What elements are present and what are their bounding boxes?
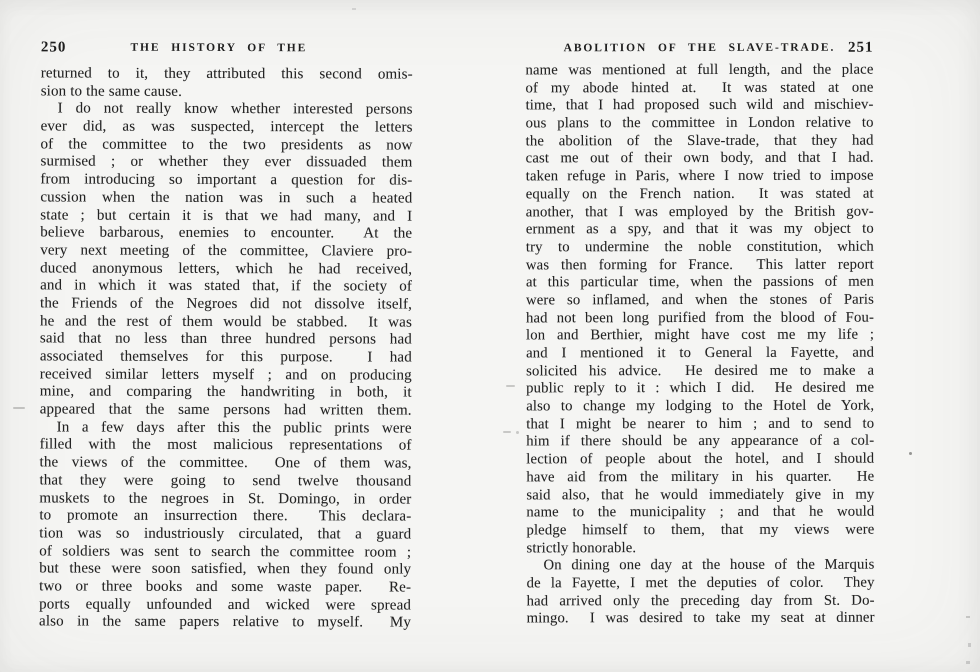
scan-speck <box>966 616 970 618</box>
text-line: mingo. I was desired to take my seat at dinner <box>526 609 875 627</box>
text-line: name was mentioned at full length, and the place <box>525 61 874 79</box>
text-line: the Friends of the Negroes did not dissolve itself, <box>40 295 413 313</box>
text-line: and I mentioned it to General la Fayette, and <box>526 344 875 362</box>
text-line: name to the municipality ; and that he would <box>526 503 875 521</box>
text-line: also in the same papers relative to myself. My <box>39 613 412 631</box>
text-line: ernment as a spy, and that it was my object to <box>525 220 874 238</box>
text-line: had arrived only the preceding day from St. Do- <box>526 592 875 609</box>
text-line: appeared that the same persons had written them. <box>39 401 412 419</box>
text-line: cussion when the nation was in such a heated <box>40 189 413 207</box>
text-line: very next meeting of the committee, Claviere pro- <box>40 242 413 260</box>
text-line: sion to the same cause. <box>40 83 183 100</box>
text-line: and in which it was stated that, if the society of <box>40 277 413 295</box>
text-line: said that no less than three hundred persons had <box>39 330 412 348</box>
text-line: On dining one day at the house of the Marquis <box>543 556 875 574</box>
text-line: try to undermine the noble constitution, which <box>525 238 874 256</box>
page-number-right: 251 <box>847 39 874 56</box>
scan-speck <box>516 431 519 434</box>
text-line: de la Fayette, I met the deputies of color. They <box>526 574 875 592</box>
text-line: him if there should be any appearance of a col- <box>526 433 875 450</box>
text-line: In a few days after this the public prints were <box>56 419 412 437</box>
page-left-header <box>41 39 413 54</box>
text-line: tion was so industriously circulated, that a guard <box>39 525 412 543</box>
text-line: of my abode hinted at. It was stated at one <box>525 79 874 97</box>
text-line: filled with the most malicious representations of <box>39 436 412 455</box>
text-line: taken refuge in Paris, where I now tried to impose <box>525 167 874 185</box>
text-line: have aid from the military in his quarter. He <box>526 468 875 486</box>
text-line: time, that I had proposed such wild and mischiev- <box>525 97 874 114</box>
text-line: the views of the committee. One of them was, <box>39 454 412 472</box>
page-right <box>525 0 874 628</box>
page-number-left: 250 <box>40 39 67 56</box>
text-line: that I might be nearer to him ; and to send to <box>526 415 875 433</box>
text-line: were so inflamed, and when the stones of Paris <box>525 291 874 309</box>
text-line: mine, and comparing the handwriting in both, it <box>39 383 412 401</box>
text-line: from introducing so important a question for dis- <box>40 171 413 189</box>
text-line: lection of people about the hotel, and I should <box>526 450 875 468</box>
text-line: another, that I was employed by the British gov- <box>525 203 874 220</box>
scan-speck <box>968 643 971 647</box>
scan-speck <box>966 661 970 664</box>
text-line: ports equally unfounded and wicked were spread <box>39 596 412 614</box>
page-right-header <box>525 40 873 55</box>
text-line: associated themselves for this purpose. I had <box>39 348 412 366</box>
text-line: at this particular time, when the passions of men <box>525 273 874 291</box>
text-line: of soldiers was sent to search the committee room ; <box>39 542 412 561</box>
text-line: public reply to it : which I did. He desired me <box>526 380 875 397</box>
scan-speck <box>13 407 25 409</box>
text-line: state ; but certain it is that we had many, and I <box>40 206 413 225</box>
text-line: lon and Berthier, might have cost me my life ; <box>526 326 875 344</box>
text-line: he and the rest of them would be stabbed. It was <box>39 313 413 331</box>
text-line: I do not really know whether interested persons <box>57 100 413 118</box>
text-line: also to change my lodging to the Hotel de York, <box>526 397 875 415</box>
text-line: to promote an insurrection there. This declara- <box>39 507 412 525</box>
running-head-right: ABOLITION OF THE SLAVE-TRADE. <box>563 41 836 55</box>
running-head-left: THE HISTORY OF THE <box>130 41 308 55</box>
text-line: pledge himself to them, that my views were <box>526 521 875 539</box>
text-line: returned to it, they attributed this second omis- <box>40 65 413 83</box>
text-line: duced anonymous letters, which he had received, <box>40 259 413 278</box>
text-line: believe barbarous, enemies to encounter. At the <box>40 224 413 242</box>
scan-speck <box>506 385 515 387</box>
text-line: ever did, as was suspected, intercept the letters <box>40 118 413 136</box>
page-left-text <box>39 65 413 632</box>
text-line: of the committee to the two presidents as now <box>40 136 413 154</box>
text-line: surmised ; or whether they ever dissuaded them <box>40 153 413 172</box>
text-line: muskets to the negroes in St. Domingo, in order <box>39 489 412 508</box>
scan-speck <box>503 431 511 433</box>
page-right-text <box>525 62 874 629</box>
text-line: received similar letters myself ; and on producing <box>39 366 412 384</box>
text-line: solicited his advice. He desired me to make a <box>526 362 875 380</box>
text-line: but these were soon satisfied, when they found only <box>39 560 412 578</box>
text-line: that they were going to send twelve thousand <box>39 472 412 490</box>
text-line: had not been long purified from the blood of Fou- <box>525 309 875 326</box>
text-line: was then forming for France. This latter report <box>525 256 874 273</box>
text-line: two or three books and some waste paper. Re- <box>39 578 412 596</box>
text-line: the abolition of the Slave-trade, that they had <box>525 132 874 150</box>
text-line: strictly honorable. <box>526 539 637 556</box>
text-line: cast me out of their own body, and that I had. <box>525 150 874 167</box>
text-line: ous plans to the committee in London relative to <box>525 114 874 132</box>
text-line: equally on the French nation. It was stated at <box>525 185 874 203</box>
scan-speck <box>909 452 912 455</box>
page-left <box>39 0 413 633</box>
text-line: said also, that he would immediately give in my <box>526 486 875 503</box>
